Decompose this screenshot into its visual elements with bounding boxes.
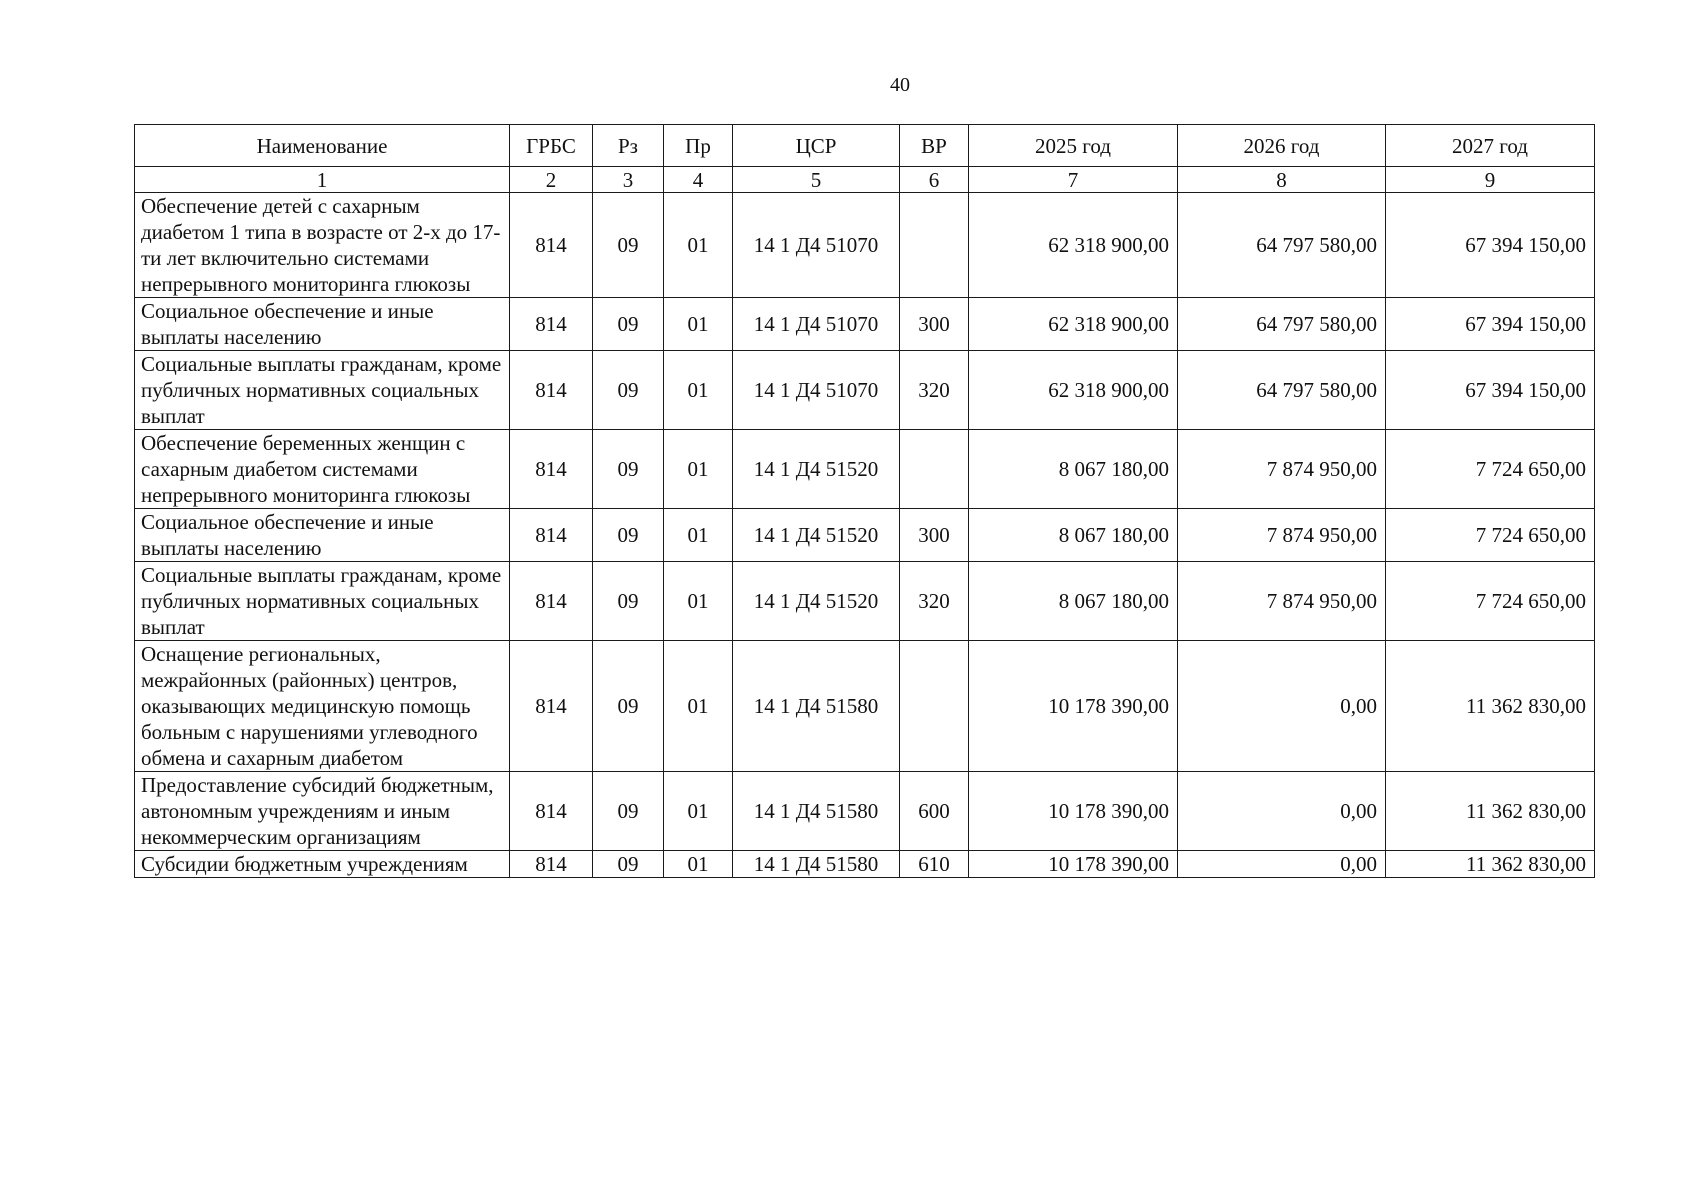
row-2027: 67 394 150,00: [1386, 298, 1595, 351]
row-pr: 01: [664, 851, 733, 878]
row-2025: 8 067 180,00: [969, 562, 1178, 641]
header-2025: 2025 год: [969, 125, 1178, 167]
row-2027: 67 394 150,00: [1386, 193, 1595, 298]
table-header-row: [135, 125, 1595, 167]
row-grbs: 814: [510, 430, 593, 509]
row-2026: 7 874 950,00: [1178, 562, 1386, 641]
row-grbs: 814: [510, 851, 593, 878]
header-csr: ЦСР: [733, 125, 900, 167]
row-vr: 320: [900, 562, 969, 641]
table-row: [135, 772, 1595, 851]
row-rz: 09: [593, 298, 664, 351]
row-rz: 09: [593, 351, 664, 430]
row-vr: 320: [900, 351, 969, 430]
row-pr: 01: [664, 193, 733, 298]
row-2025: 62 318 900,00: [969, 298, 1178, 351]
row-pr: 01: [664, 509, 733, 562]
row-2025: 10 178 390,00: [969, 851, 1178, 878]
row-name: Субсидии бюджетным учреждениям: [135, 851, 510, 878]
row-rz: 09: [593, 772, 664, 851]
table-row: [135, 851, 1595, 878]
column-number: 3: [593, 167, 664, 193]
row-pr: 01: [664, 772, 733, 851]
table-row: [135, 641, 1595, 772]
row-name: Социальное обеспечение и иные выплаты населению: [135, 509, 510, 562]
row-vr: 300: [900, 509, 969, 562]
row-name: Социальное обеспечение и иные выплаты населению: [135, 298, 510, 351]
row-2027: 7 724 650,00: [1386, 430, 1595, 509]
header-2027: 2027 год: [1386, 125, 1595, 167]
table-row: [135, 430, 1595, 509]
row-name: Социальные выплаты гражданам, кроме публичных нормативных социальных выплат: [135, 562, 510, 641]
row-csr: 14 1 Д4 51580: [733, 772, 900, 851]
page-number: 40: [890, 74, 910, 96]
table-row: [135, 351, 1595, 430]
row-2026: 64 797 580,00: [1178, 298, 1386, 351]
row-2025: 10 178 390,00: [969, 772, 1178, 851]
row-grbs: 814: [510, 351, 593, 430]
column-number-row: [135, 167, 1595, 193]
row-grbs: 814: [510, 772, 593, 851]
row-csr: 14 1 Д4 51520: [733, 430, 900, 509]
row-2025: 62 318 900,00: [969, 351, 1178, 430]
row-name: Оснащение региональных, межрайонных (районных) центров, оказывающих медицинскую помощь больным с нарушениями углеводного обмена и сахарным диабетом: [135, 641, 510, 772]
column-number: 5: [733, 167, 900, 193]
row-2025: 8 067 180,00: [969, 509, 1178, 562]
row-name: Обеспечение детей с сахарным диабетом 1 типа в возрасте от 2-х до 17-ти лет включительно системами непрерывного мониторинга глюкозы: [135, 193, 510, 298]
row-2026: 0,00: [1178, 772, 1386, 851]
row-pr: 01: [664, 351, 733, 430]
header-vr: ВР: [900, 125, 969, 167]
row-rz: 09: [593, 193, 664, 298]
row-2027: 7 724 650,00: [1386, 562, 1595, 641]
row-2026: 64 797 580,00: [1178, 351, 1386, 430]
table-row: [135, 562, 1595, 641]
table-row: [135, 298, 1595, 351]
row-2027: 11 362 830,00: [1386, 851, 1595, 878]
row-vr: 600: [900, 772, 969, 851]
row-2026: 7 874 950,00: [1178, 430, 1386, 509]
row-2027: 67 394 150,00: [1386, 351, 1595, 430]
row-grbs: 814: [510, 193, 593, 298]
column-number: 7: [969, 167, 1178, 193]
column-number: 8: [1178, 167, 1386, 193]
row-2026: 0,00: [1178, 641, 1386, 772]
row-name: Обеспечение беременных женщин с сахарным диабетом системами непрерывного мониторинга глюкозы: [135, 430, 510, 509]
budget-table: [134, 124, 1595, 878]
row-csr: 14 1 Д4 51580: [733, 851, 900, 878]
column-number: 1: [135, 167, 510, 193]
row-2025: 8 067 180,00: [969, 430, 1178, 509]
row-vr: [900, 193, 969, 298]
row-vr: 300: [900, 298, 969, 351]
row-pr: 01: [664, 298, 733, 351]
row-grbs: 814: [510, 298, 593, 351]
row-rz: 09: [593, 641, 664, 772]
row-grbs: 814: [510, 562, 593, 641]
header-grbs: ГРБС: [510, 125, 593, 167]
header-rz: Рз: [593, 125, 664, 167]
row-csr: 14 1 Д4 51070: [733, 351, 900, 430]
row-2027: 11 362 830,00: [1386, 772, 1595, 851]
row-vr: 610: [900, 851, 969, 878]
table-row: [135, 509, 1595, 562]
row-rz: 09: [593, 562, 664, 641]
row-2027: 7 724 650,00: [1386, 509, 1595, 562]
column-number: 6: [900, 167, 969, 193]
row-vr: [900, 641, 969, 772]
column-number: 4: [664, 167, 733, 193]
row-2026: 64 797 580,00: [1178, 193, 1386, 298]
row-csr: 14 1 Д4 51520: [733, 562, 900, 641]
header-name: Наименование: [135, 125, 510, 167]
header-pr: Пр: [664, 125, 733, 167]
row-2026: 7 874 950,00: [1178, 509, 1386, 562]
row-name: Предоставление субсидий бюджетным, автономным учреждениям и иным некоммерческим организациям: [135, 772, 510, 851]
table-row: [135, 193, 1595, 298]
row-grbs: 814: [510, 509, 593, 562]
row-csr: 14 1 Д4 51070: [733, 193, 900, 298]
row-pr: 01: [664, 641, 733, 772]
header-2026: 2026 год: [1178, 125, 1386, 167]
row-vr: [900, 430, 969, 509]
row-pr: 01: [664, 430, 733, 509]
row-csr: 14 1 Д4 51520: [733, 509, 900, 562]
row-2025: 62 318 900,00: [969, 193, 1178, 298]
row-grbs: 814: [510, 641, 593, 772]
row-csr: 14 1 Д4 51580: [733, 641, 900, 772]
row-2027: 11 362 830,00: [1386, 641, 1595, 772]
row-2026: 0,00: [1178, 851, 1386, 878]
row-rz: 09: [593, 430, 664, 509]
row-rz: 09: [593, 509, 664, 562]
row-pr: 01: [664, 562, 733, 641]
column-number: 2: [510, 167, 593, 193]
column-number: 9: [1386, 167, 1595, 193]
row-rz: 09: [593, 851, 664, 878]
row-name: Социальные выплаты гражданам, кроме публичных нормативных социальных выплат: [135, 351, 510, 430]
row-csr: 14 1 Д4 51070: [733, 298, 900, 351]
row-2025: 10 178 390,00: [969, 641, 1178, 772]
